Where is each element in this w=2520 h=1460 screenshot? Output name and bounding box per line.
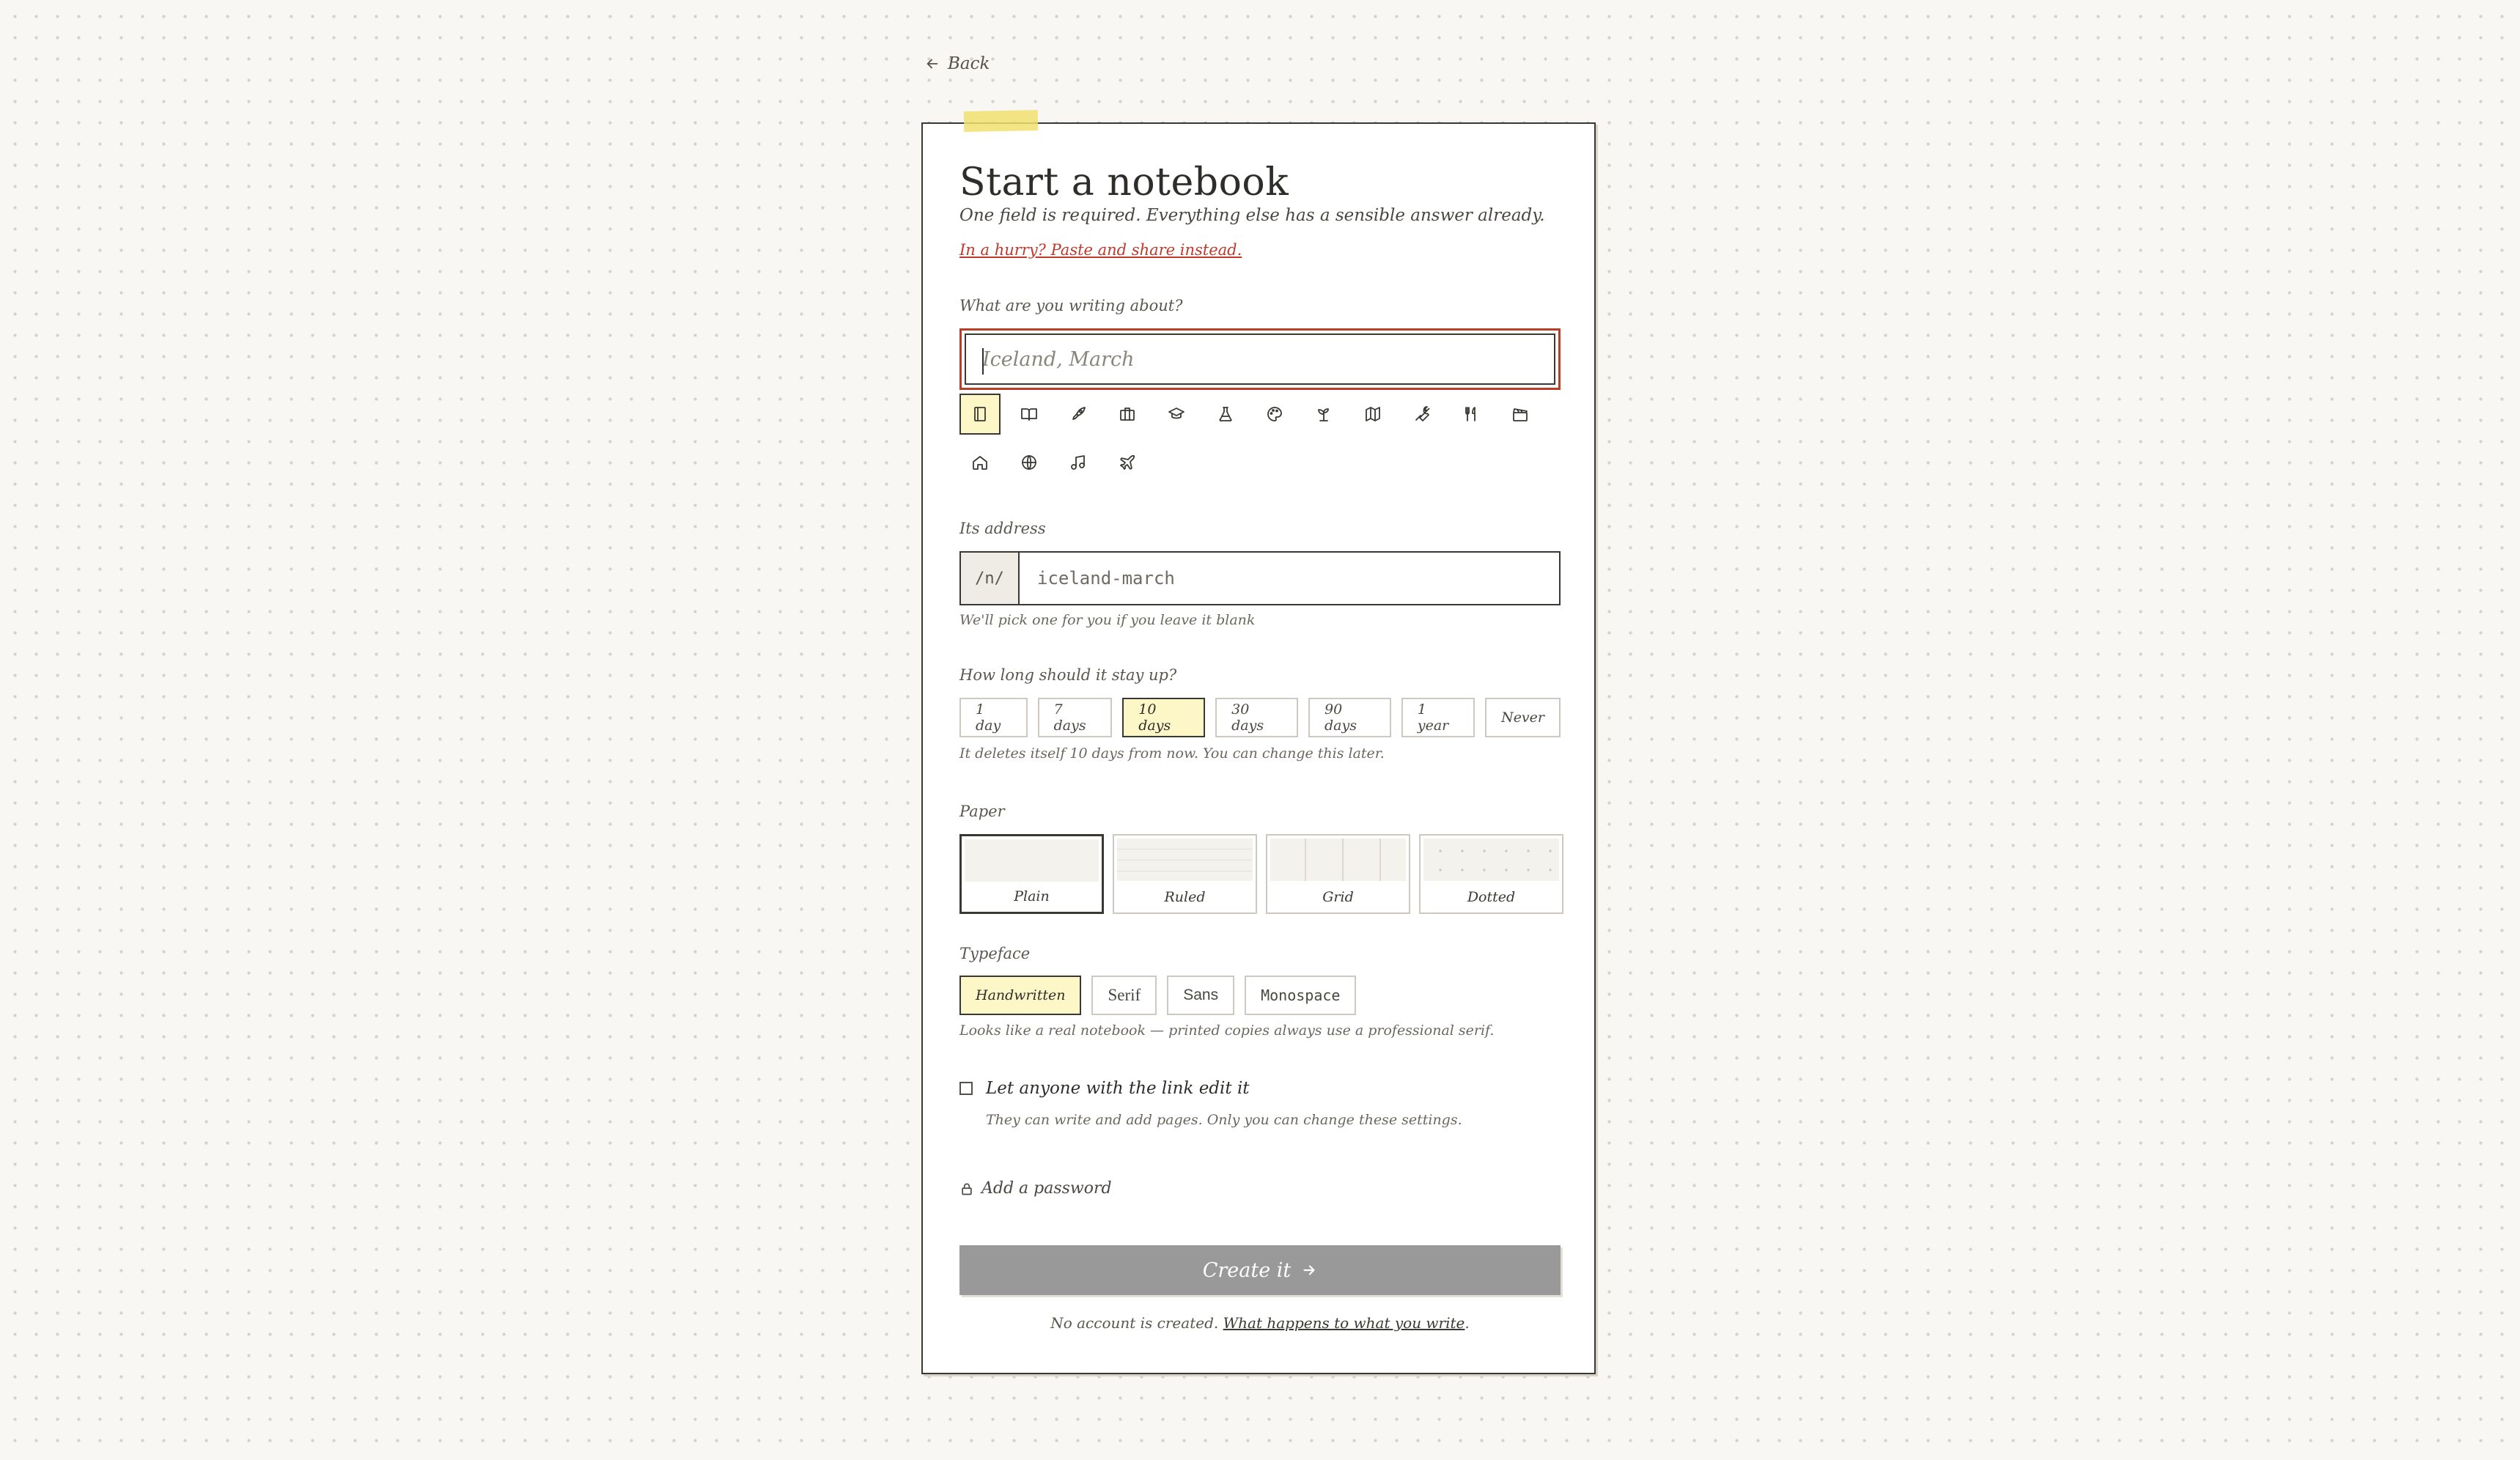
address-label: Its address — [959, 520, 1046, 537]
paper-swatch-dotted — [1423, 838, 1559, 881]
topic-field-frame — [965, 333, 1555, 385]
topic-input[interactable] — [966, 335, 1554, 383]
graduation-cap-icon — [1168, 405, 1185, 423]
notebook-icon — [971, 405, 989, 423]
map-icon — [1364, 405, 1382, 423]
paper-option-label: Grid — [1322, 889, 1354, 905]
clapperboard-icon — [1511, 405, 1529, 423]
typeface-hint: Looks like a real notebook — printed copies always use a professional serif. — [959, 1022, 1495, 1039]
rocket-icon — [1069, 405, 1087, 423]
duration-hint: It deletes itself 10 days from now. You can change this later. — [959, 745, 1385, 762]
page-subtitle: One field is required. Everything else has a sensible answer already. — [959, 206, 1545, 225]
icon-option-book[interactable] — [1009, 394, 1050, 435]
back-link[interactable] — [924, 54, 990, 73]
duration-label: How long should it stay up? — [959, 666, 1177, 684]
tape-decoration — [964, 110, 1039, 132]
typeface-option-handwritten[interactable]: Handwritten — [959, 976, 1081, 1015]
globe-icon — [1020, 454, 1038, 471]
add-password-toggle[interactable] — [959, 1179, 1112, 1198]
icon-option-globe[interactable] — [1009, 442, 1050, 483]
paper-options — [959, 834, 1563, 914]
icon-picker — [959, 394, 1561, 483]
footer-period: . — [1465, 1314, 1470, 1332]
typeface-option-sans[interactable]: Sans — [1167, 976, 1234, 1015]
briefcase-icon — [1119, 405, 1136, 423]
address-prefix: /n/ — [961, 553, 1020, 604]
utensils-icon — [1462, 405, 1480, 423]
home-icon — [971, 454, 989, 471]
typeface-options — [959, 976, 1356, 1015]
collab-hint: They can write and add pages. Only you can change these settings. — [986, 1112, 1462, 1128]
icon-option-utensils[interactable] — [1451, 394, 1492, 435]
flask-icon — [1217, 405, 1234, 423]
duration-option-selected[interactable]: 10 days — [1122, 698, 1205, 737]
footer-note — [959, 1314, 1561, 1332]
create-button[interactable] — [959, 1245, 1561, 1295]
privacy-link[interactable]: What happens to what you write — [1223, 1314, 1465, 1332]
paper-option-label: Plain — [1014, 888, 1050, 904]
duration-option[interactable]: 1 year — [1401, 698, 1475, 737]
icon-option-plane[interactable] — [1107, 442, 1148, 483]
icon-option-music[interactable] — [1058, 442, 1099, 483]
paper-option-label: Ruled — [1164, 889, 1206, 905]
icon-option-notebook[interactable] — [959, 394, 1001, 435]
paper-option-label: Dotted — [1467, 889, 1516, 905]
paper-option-ruled[interactable] — [1113, 834, 1257, 914]
paper-option-dotted[interactable] — [1419, 834, 1563, 914]
text-caret — [982, 348, 984, 375]
sprout-icon — [1315, 405, 1333, 423]
plane-icon — [1119, 454, 1136, 471]
address-hint: We'll pick one for you if you leave it blank — [959, 612, 1256, 628]
back-label: Back — [948, 54, 990, 73]
collab-row — [959, 1079, 1250, 1098]
typeface-option-serif[interactable]: Serif — [1091, 976, 1157, 1015]
paper-option-grid[interactable] — [1266, 834, 1410, 914]
icon-option-graduation[interactable] — [1156, 394, 1197, 435]
music-icon — [1069, 454, 1087, 471]
icon-option-briefcase[interactable] — [1107, 394, 1148, 435]
icon-option-clapperboard[interactable] — [1500, 394, 1541, 435]
paper-swatch-grid — [1270, 838, 1406, 881]
typeface-label: Typeface — [959, 945, 1031, 962]
book-open-icon — [1020, 405, 1038, 423]
collab-label[interactable]: Let anyone with the link edit it — [986, 1079, 1250, 1098]
create-button-label: Create it — [1202, 1258, 1292, 1282]
page-title: Start a notebook — [959, 161, 1289, 204]
address-input[interactable] — [1020, 553, 1559, 604]
icon-option-palette[interactable] — [1254, 394, 1295, 435]
paper-swatch-ruled — [1117, 838, 1253, 881]
paper-label: Paper — [959, 803, 1005, 820]
duration-option[interactable]: 30 days — [1215, 698, 1298, 737]
address-field — [959, 551, 1561, 605]
collab-checkbox[interactable] — [959, 1082, 973, 1095]
arrow-right-icon — [1301, 1262, 1317, 1278]
footer-text: No account is created. — [1050, 1314, 1219, 1332]
typeface-option-monospace[interactable]: Monospace — [1245, 976, 1356, 1015]
duration-option[interactable]: Never — [1485, 698, 1561, 737]
arrow-left-icon — [924, 56, 940, 72]
duration-option[interactable]: 7 days — [1038, 698, 1113, 737]
lock-icon — [959, 1181, 974, 1196]
add-password-label: Add a password — [981, 1179, 1112, 1198]
paper-swatch-plain — [965, 839, 1099, 882]
quick-share-link[interactable]: In a hurry? Paste and share instead. — [959, 241, 1242, 259]
paper-option-plain[interactable] — [959, 834, 1104, 914]
icon-option-wrench[interactable] — [1401, 394, 1443, 435]
wrench-icon — [1413, 405, 1431, 423]
duration-options — [959, 698, 1561, 737]
icon-option-rocket[interactable] — [1058, 394, 1099, 435]
palette-icon — [1266, 405, 1283, 423]
icon-option-home[interactable] — [959, 442, 1001, 483]
notebook-form-card — [921, 122, 1596, 1374]
topic-field-focus-ring — [959, 328, 1561, 390]
duration-option[interactable]: 1 day — [959, 698, 1028, 737]
icon-option-sprout[interactable] — [1303, 394, 1344, 435]
duration-option[interactable]: 90 days — [1308, 698, 1391, 737]
topic-label: What are you writing about? — [959, 297, 1183, 314]
icon-option-flask[interactable] — [1205, 394, 1246, 435]
icon-option-map[interactable] — [1352, 394, 1393, 435]
